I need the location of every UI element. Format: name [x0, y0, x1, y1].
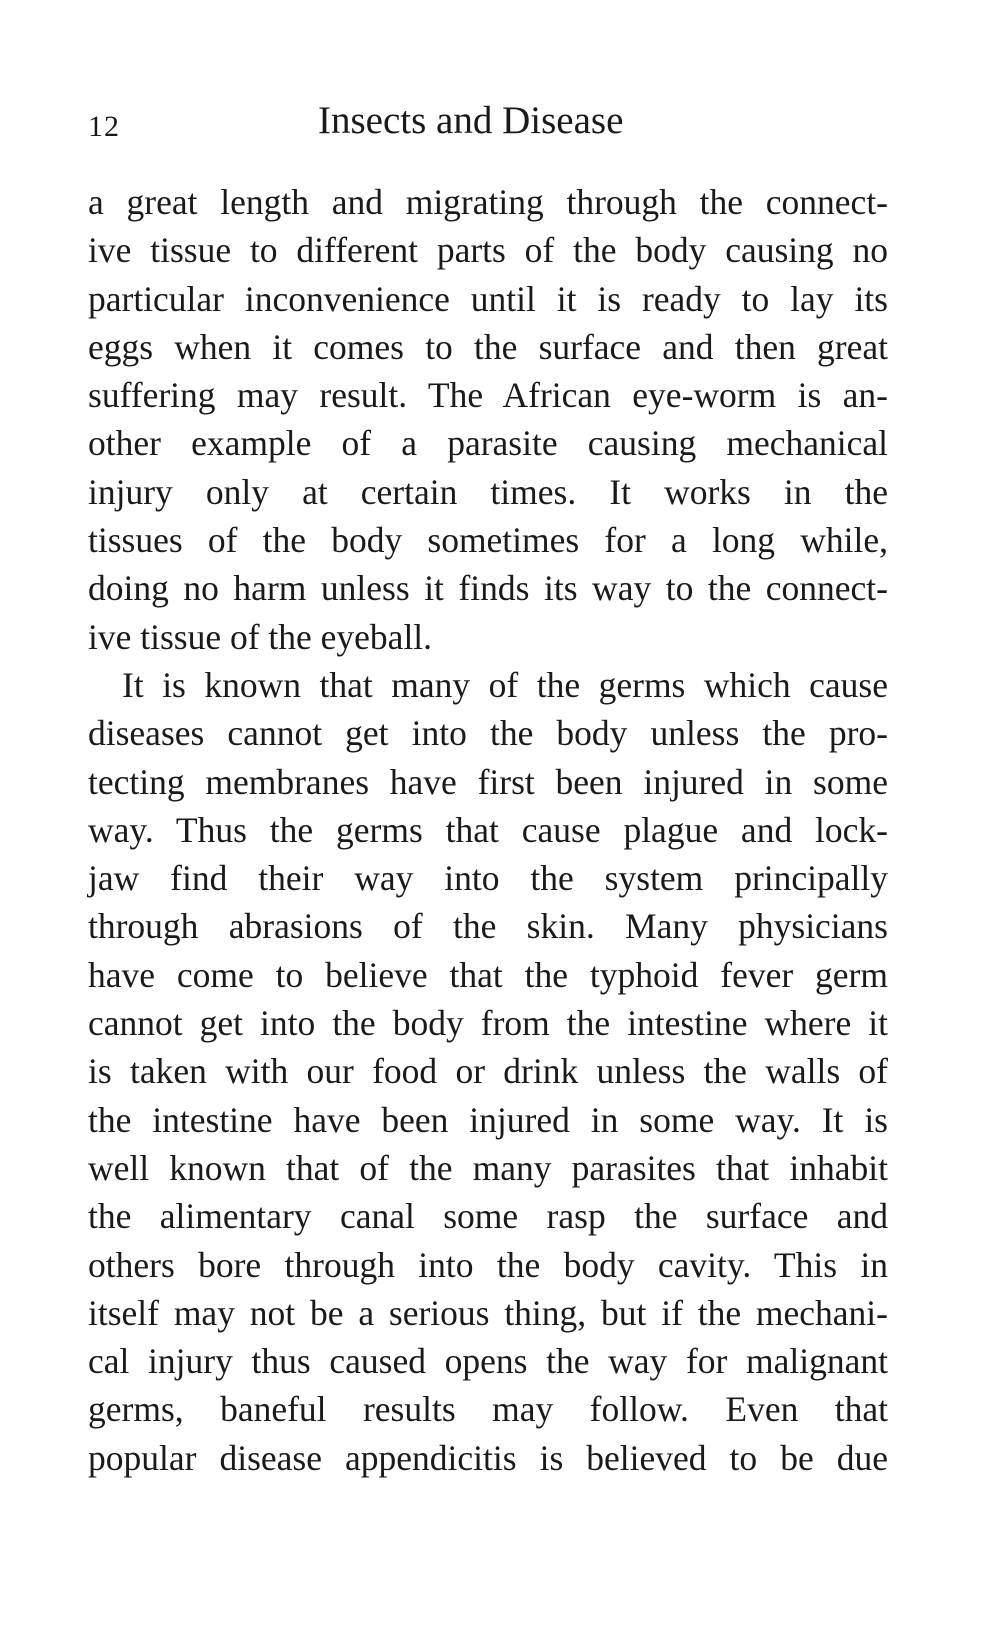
- text-line: ive tissue to different parts of the body causing no: [88, 230, 888, 271]
- text-line: a great length and migrating through the connect-: [88, 182, 888, 222]
- text-line: the intestine have been injured in some way. It is: [88, 1099, 888, 1140]
- text-line: cal injury thus caused opens the way for malignant: [88, 1341, 888, 1382]
- text-line: germs, baneful results may follow. Even that: [88, 1389, 888, 1430]
- running-head: [88, 98, 888, 154]
- page-number: 12: [88, 110, 120, 143]
- text-line: is taken with our food or drink unless the walls of: [88, 1051, 888, 1092]
- text-line: tissues of the body sometimes for a long while,: [88, 520, 888, 561]
- paragraph-first-line: It is known that many of the germs which cause: [122, 664, 888, 705]
- text-line: well known that of the many parasites that inhabit: [88, 1147, 888, 1188]
- text-line: injury only at certain times. It works in the: [88, 471, 888, 512]
- text-line: the alimentary canal some rasp the surface and: [88, 1196, 888, 1237]
- text-line: tecting membranes have first been injured in some: [88, 761, 888, 802]
- text-line: cannot get into the body from the intestine where it: [88, 1003, 888, 1044]
- text-line: particular inconvenience until it is ready to lay its: [88, 278, 888, 319]
- text-line: eggs when it comes to the surface and then great: [88, 326, 888, 367]
- header-title: Insects and Disease: [318, 99, 624, 142]
- text-line: other example of a parasite causing mechanical: [88, 423, 888, 464]
- text-line: itself may not be a serious thing, but if the mechani-: [88, 1292, 888, 1333]
- text-line: diseases cannot get into the body unless the pro-: [88, 713, 888, 754]
- text-line: doing no harm unless it finds its way to the connect-: [88, 568, 888, 609]
- body-text: [88, 178, 888, 1482]
- text-line: others bore through into the body cavity. This in: [88, 1244, 888, 1285]
- text-line: way. Thus the germs that cause plague and lock-: [88, 809, 888, 850]
- text-line: popular disease appendicitis is believed to be due: [88, 1437, 888, 1478]
- text-line: suffering may result. The African eye-worm is an-: [88, 375, 888, 416]
- paragraph-last-line: ive tissue of the eyeball.: [88, 616, 433, 657]
- text-line: through abrasions of the skin. Many physicians: [88, 906, 888, 947]
- text-line: jaw find their way into the system principally: [88, 858, 888, 899]
- text-line: have come to believe that the typhoid fever germ: [88, 954, 888, 995]
